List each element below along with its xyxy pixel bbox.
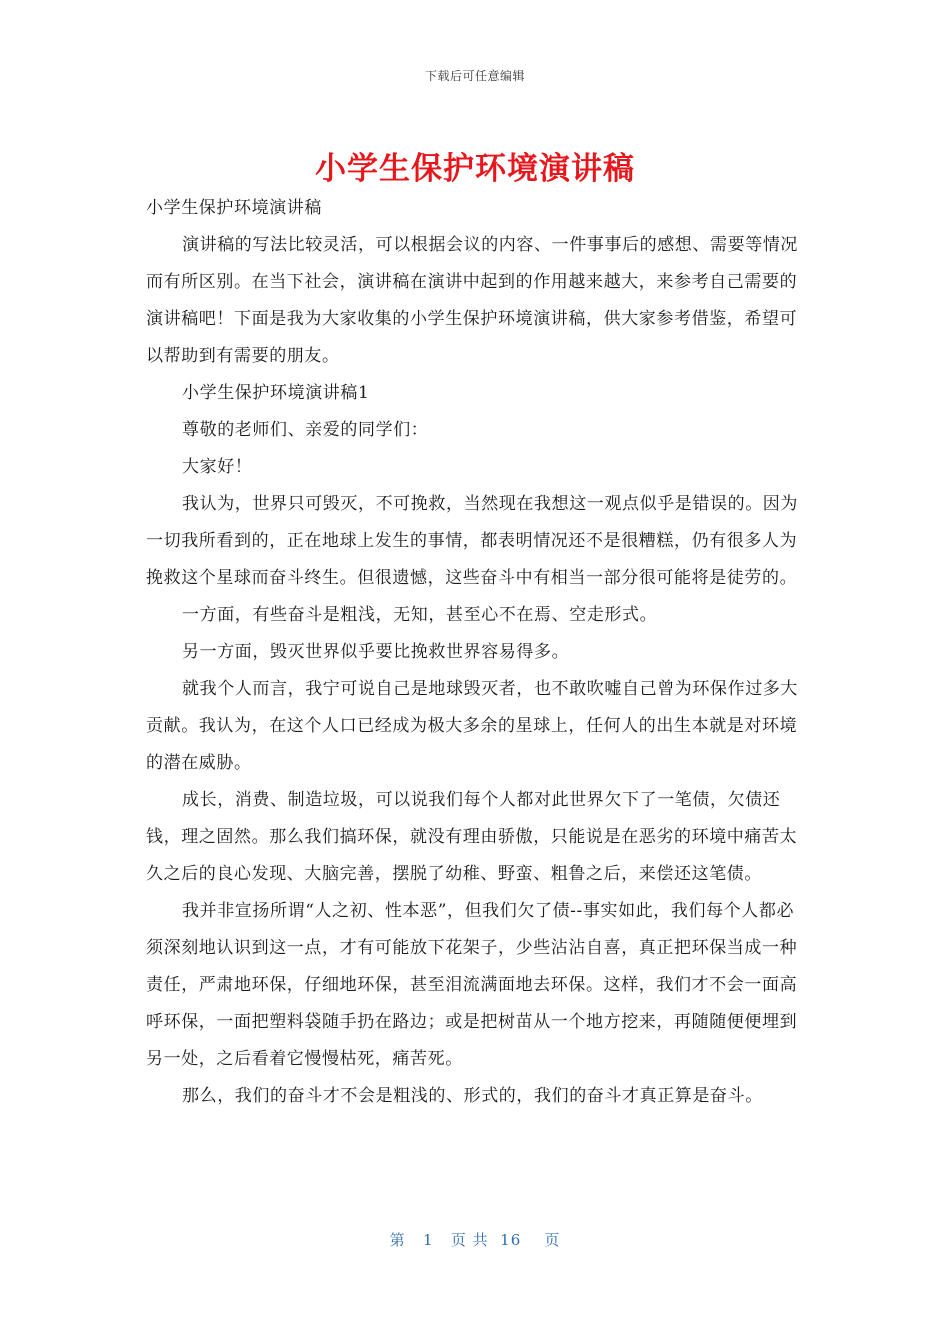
page-label-suffix: 页: [544, 1231, 561, 1249]
paragraph-body: 我并非宣扬所谓“人之初、性本恶”，但我们欠了债--事实如此，我们每个人都必须深刻地认识到这一点，才有可能放下花架子，少些沾沾自喜，真正把环保当成一种责任，严肃地环保，仔细地环保，甚至泪流满面地去环保。这样，我们才不会一面高呼环保，一面把塑料袋随手扔在路边；或是把树苗从一个地方挖来，再随随便便埋到另一处，之后看着它慢慢枯死，痛苦死。: [146, 901, 798, 1069]
paragraph-body: 就我个人而言，我宁可说自己是地球毁灭者，也不敢吹嘘自己曾为环保作过多大贡献。我认为，在这个人口已经成为极大多余的星球上，任何人的出生本就是对环境的潜在威胁。: [146, 679, 798, 773]
document-title: 小学生保护环境演讲稿: [315, 151, 635, 187]
page-number-total: 16: [500, 1231, 522, 1249]
paragraph-body: 一方面，有些奋斗是粗浅，无知，甚至心不在焉、空走形式。: [182, 605, 658, 625]
document-subtitle: 小学生保护环境演讲稿: [146, 198, 322, 218]
paragraph-body: 我认为，世界只可毁灭，不可挽救，当然现在我想这一观点似乎是错误的。因为一切我所看到的，正在地球上发生的事情，都表明情况还不是很糟糕，仍有很多人为挽救这个星球而奋斗终生。但很遗憾，这些奋斗中有相当一部分很可能将是徒劳的。: [146, 494, 798, 588]
paragraph-body: 那么，我们的奋斗才不会是粗浅的、形式的，我们的奋斗才真正算是奋斗。: [182, 1086, 763, 1106]
section-heading: 小学生保护环境演讲稿1: [182, 383, 370, 403]
document-body: [146, 190, 806, 1115]
header-note: 下载后可任意编辑: [424, 69, 525, 83]
page-label-mid: 页 共: [450, 1231, 489, 1249]
page-label-prefix: 第: [389, 1231, 406, 1249]
paragraph-intro: 演讲稿的写法比较灵活，可以根据会议的内容、一件事事后的感想、需要等情况而有所区别。在当下社会，演讲稿在演讲中起到的作用越来越大，来参考自己需要的演讲稿吧！下面是我为大家收集的小学生保护环境演讲稿，供大家参考借鉴，希望可以帮助到有需要的朋友。: [146, 235, 798, 366]
paragraph-body: 另一方面，毁灭世界似乎要比挽救世界容易得多。: [182, 642, 570, 662]
paragraph-body: 成长，消费、制造垃圾，可以说我们每个人都对此世界欠下了一笔债，欠债还钱，理之固然。那么我们搞环保，就没有理由骄傲，只能说是在恶劣的环境中痛苦太久之后的良心发现、大脑完善，摆脱了幼稚、野蛮、粗鲁之后，来偿还这笔债。: [146, 790, 798, 884]
page-footer: [0, 1229, 950, 1250]
paragraph-salutation: 尊敬的老师们、亲爱的同学们：: [182, 420, 429, 440]
paragraph-greeting: 大家好！: [182, 457, 253, 477]
page-number-current: 1: [422, 1231, 434, 1249]
